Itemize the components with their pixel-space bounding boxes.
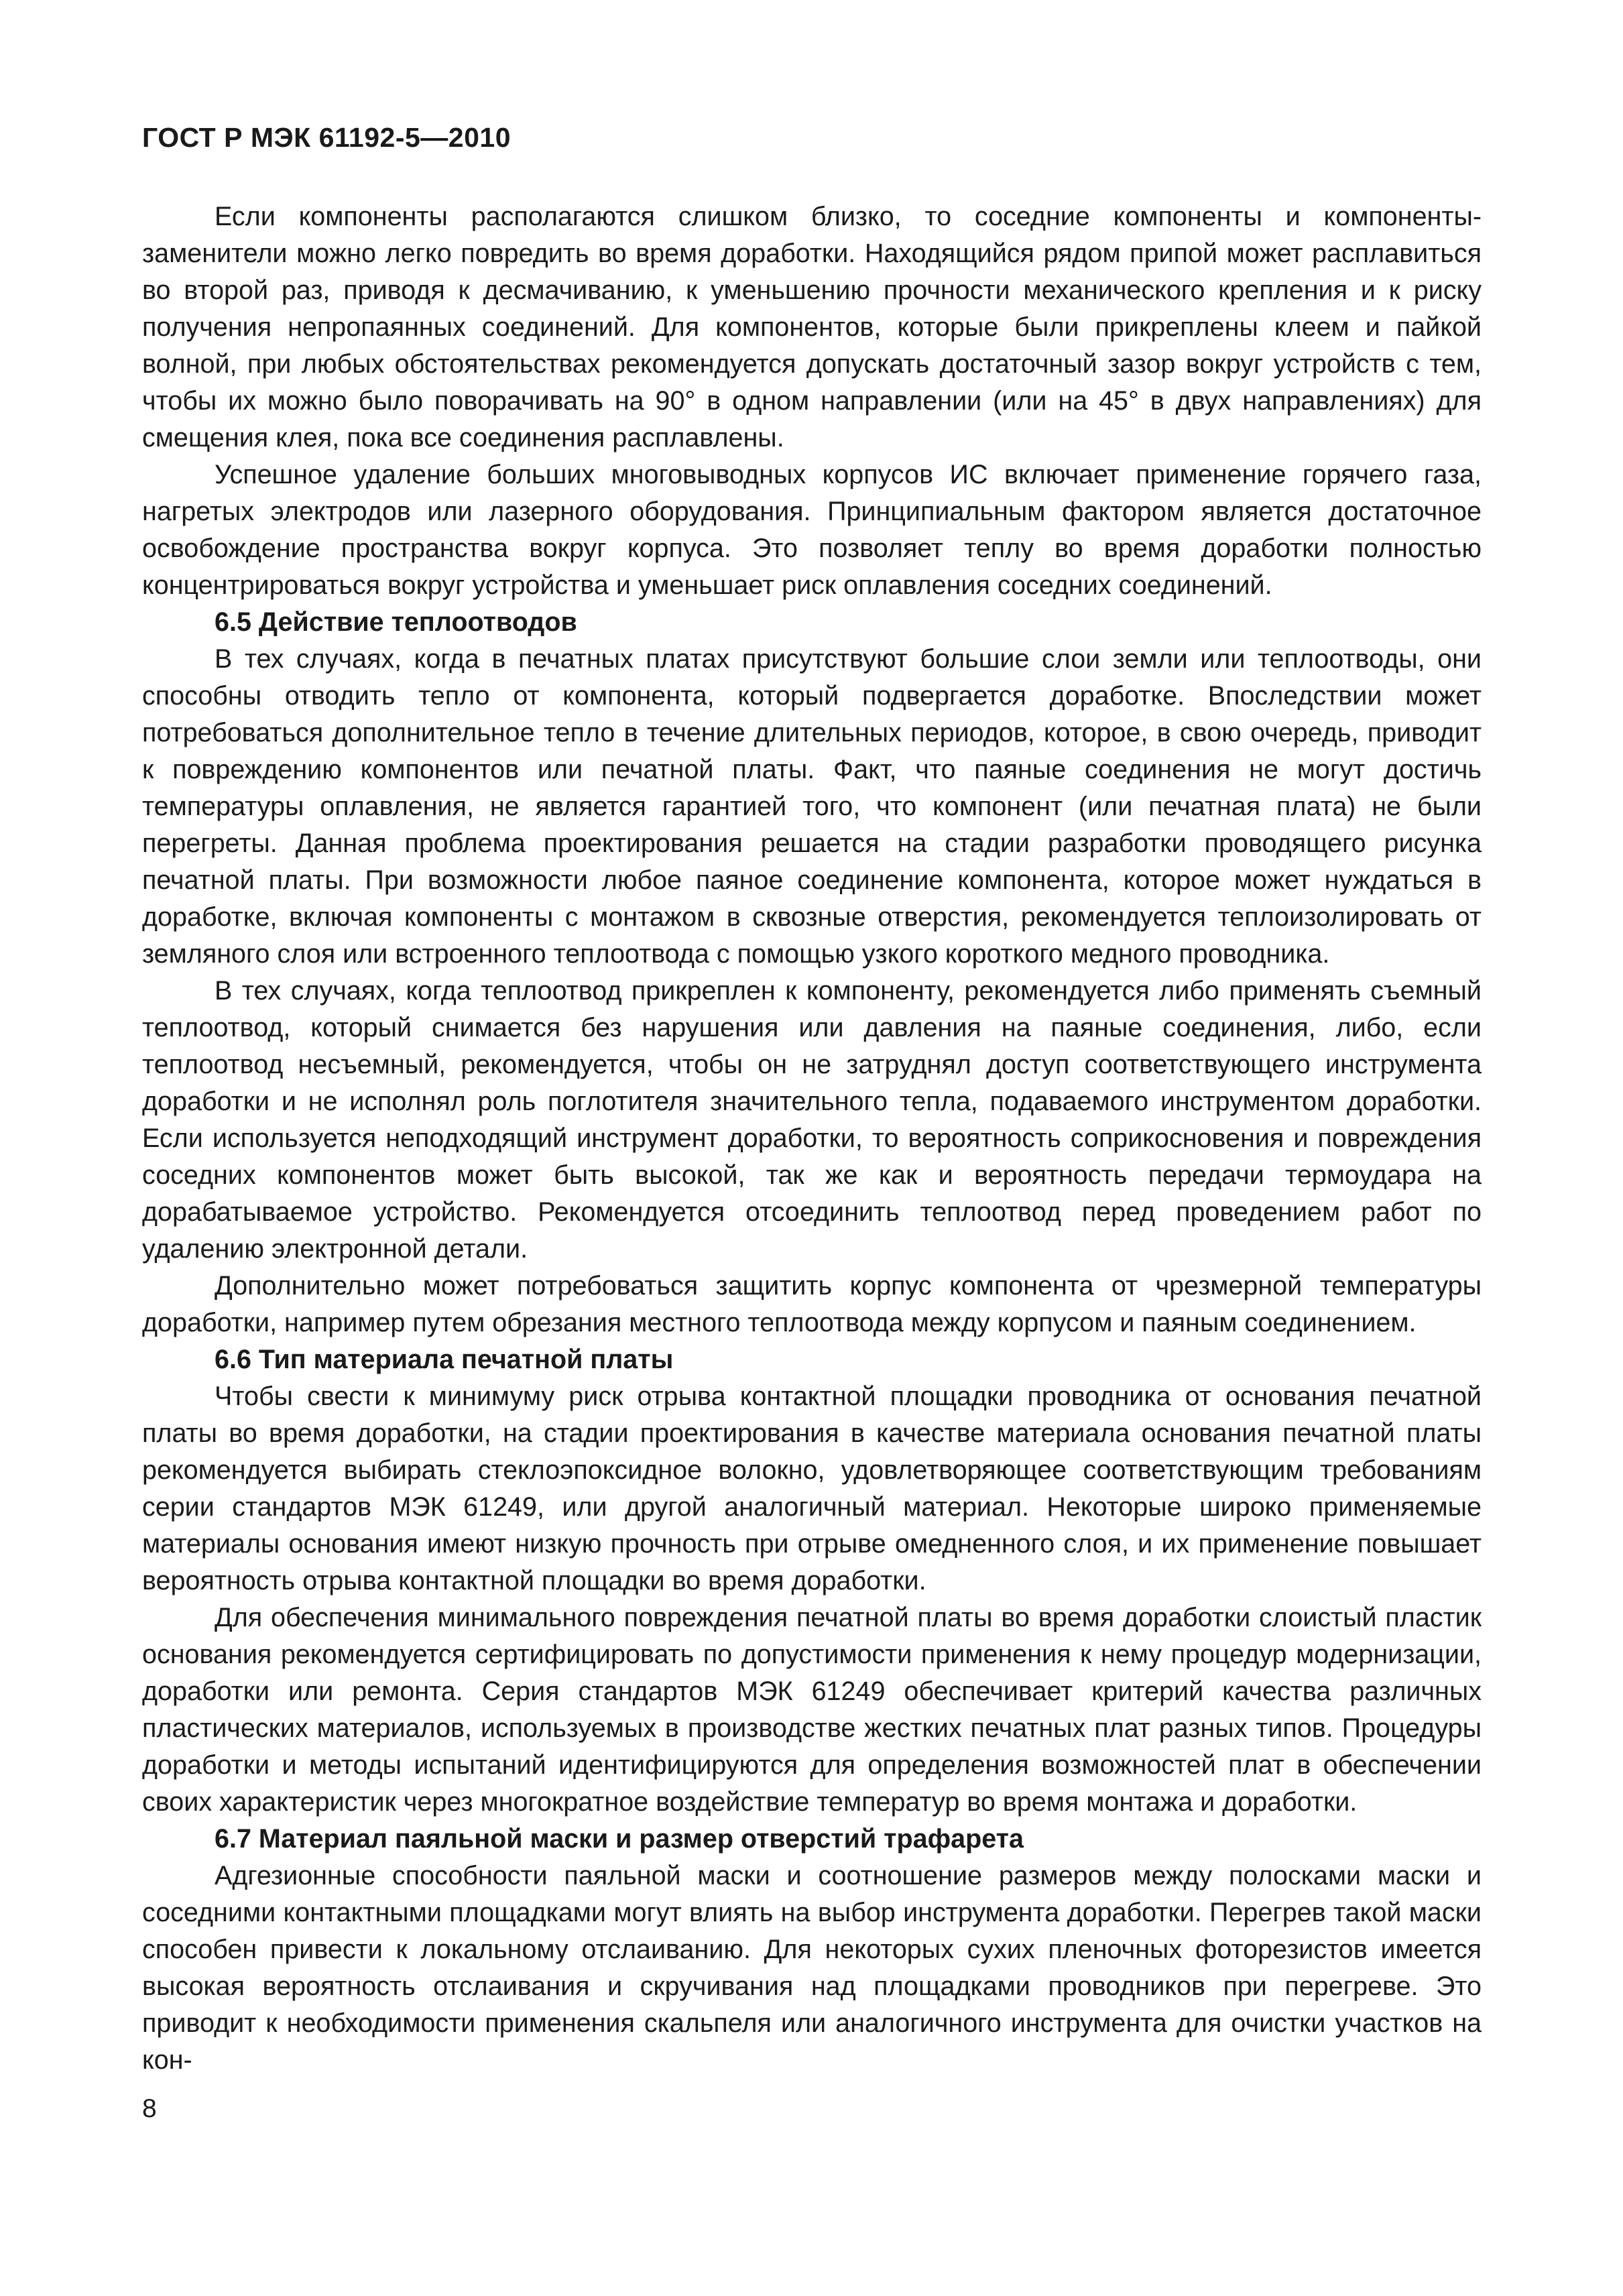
paragraph: В тех случаях, когда теплоотвод прикреплен к компоненту, рекомендуется либо применять съемный теплоотвод, который снимается без нарушения или давления на паяные соединения, либо, если теплоотвод несъемный, рекомендуется, чтобы он не затруднял доступ соответствующего инструмента доработки и не исполнял роль поглотителя значительного тепла, подаваемого инструментом доработки. Если используется неподходящий инструмент доработки, то вероятность соприкосновения и повреждения соседних компонентов может быть высокой, так же как и вероятность передачи термоудара на дорабатываемое устройство. Рекомендуется отсоединить теплоотвод перед проведением работ по удалению электронной детали. — [142, 976, 1482, 1264]
paragraph: Адгезионные способности паяльной маски и соотношение размеров между полосками маски и соседними контактными площадками могут влиять на выбор инструмента доработки. Перегрев такой маски способен привести к локальному отслаиванию. Для некоторых сухих пленочных фоторезистов имеется высокая вероятность отслаивания и скручивания над площадками проводников при перегреве. Это приводит к необходимости применения скальпеля или аналогичного инструмента для очистки участков на кон- — [142, 1861, 1482, 2075]
document-header: ГОСТ Р МЭК 61192-5—2010 — [142, 122, 512, 153]
paragraph: Чтобы свести к минимуму риск отрыва контактной площадки проводника от основания печатной платы во время доработки, на стадии проектирования в качестве материала основания печатной платы рекомендуется выбирать стеклоэпоксидное волокно, удовлетворяющее соответствующим требованиям серии стандартов МЭК 61249, или другой аналогичный материал. Некоторые широко применяемые материалы основания имеют низкую прочность при отрыве омедненного слоя, и их применение повышает вероятность отрыва контактной площадки во время доработки. — [142, 1382, 1482, 1595]
paragraph: Успешное удаление больших многовыводных корпусов ИС включает применение горячего газа, нагретых электродов или лазерного оборудования. Принципиальным фактором является достаточное освобождение пространства вокруг корпуса. Это позволяет теплу во время доработки полностью концентрироваться вокруг устройства и уменьшает риск оплавления соседних соединений. — [142, 460, 1482, 600]
paragraph: Для обеспечения минимального повреждения печатной платы во время доработки слоистый пластик основания рекомендуется сертифицировать по допустимости применения к нему процедур модернизации, доработки или ремонта. Серия стандартов МЭК 61249 обеспечивает критерий качества различных пластических материалов, используемых в производстве жестких печатных плат разных типов. Процедуры доработки и методы испытаний идентифицируются для определения возможностей плат в обеспечении своих характеристик через многократное воздействие температур во время монтажа и доработки. — [142, 1603, 1482, 1817]
section-heading: 6.6 Тип материала печатной платы — [215, 1345, 674, 1374]
section-heading: 6.7 Материал паяльной маски и размер отверстий трафарета — [215, 1824, 1024, 1854]
paragraph: Дополнительно может потребоваться защитить корпус компонента от чрезмерной температуры доработки, например путем обрезания местного теплоотвода между корпусом и паяным соединением. — [142, 1271, 1482, 1337]
section-heading: 6.5 Действие теплоотводов — [215, 607, 577, 637]
document-body — [142, 198, 1482, 2079]
paragraph: Если компоненты располагаются слишком близко, то соседние компоненты и компоненты-заменители можно легко повредить во время доработки. Находящийся рядом припой может расплавиться во второй раз, приводя к десмачиванию, к уменьшению прочности механического крепления и к риску получения непропаянных соединений. Для компонентов, которые были прикреплены клеем и пайкой волной, при любых обстоятельствах рекомендуется допускать достаточный зазор вокруг устройств с тем, чтобы их можно было поворачивать на 90° в одном направлении (или на 45° в двух направлениях) для смещения клея, пока все соединения расплавлены. — [142, 202, 1482, 452]
page-number: 8 — [142, 2094, 157, 2123]
paragraph: В тех случаях, когда в печатных платах присутствуют большие слои земли или теплоотводы, они способны отводить тепло от компонента, который подвергается доработке. Впоследствии может потребоваться дополнительное тепло в течение длительных периодов, которое, в свою очередь, приводит к повреждению компонентов или печатной платы. Факт, что паяные соединения не могут достичь температуры оплавления, не является гарантией того, что компонент (или печатная плата) не были перегреты. Данная проблема проектирования решается на стадии разработки проводящего рисунка печатной платы. При возможности любое паяное соединение компонента, которое может нуждаться в доработке, включая компоненты с монтажом в сквозные отверстия, рекомендуется теплоизолировать от земляного слоя или встроенного теплоотвода с помощью узкого короткого медного проводника. — [142, 644, 1482, 969]
